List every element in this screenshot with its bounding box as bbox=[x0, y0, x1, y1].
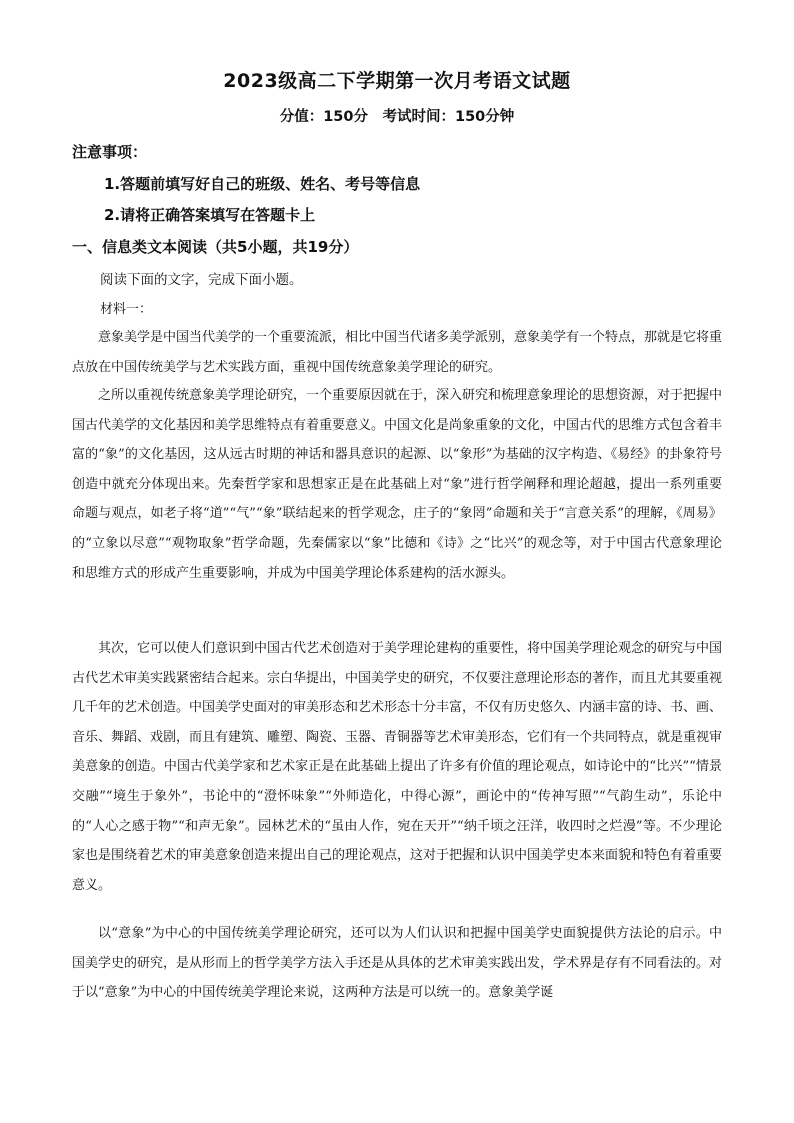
material-label: 材料一： bbox=[100, 302, 153, 317]
notice-item-2: 2.请将正确答案填写在答题卡上 bbox=[104, 206, 316, 224]
notice-heading: 注意事项： bbox=[72, 143, 148, 161]
exam-subtitle: 分值：150分 考试时间：150分钟 bbox=[279, 109, 515, 125]
paragraph-1: 意象美学是中国当代美学的一个重要流派，相比中国当代诸多美学派别，意象美学有一个特点，那就是它将重点放在中国传统美学与艺术实践方面，重视中国传统意象美学理论的研究。 bbox=[72, 330, 723, 375]
exam-title: 2023级高二下学期第一次月考语文试题 bbox=[223, 70, 571, 92]
paragraph-3: 其次，它可以使人们意识到中国古代艺术创造对于美学理论建构的重要性，将中国美学理论观念的研究与中国古代艺术审美实践紧密结合起来。宗白华提出，中国美学史的研究，不仅要注意理论形态的著作，而且尤其要重视几千年的艺术创造。中国美学史面对的审美形态和艺术形态十分丰富，不仅有历史悠久、内涵丰富的诗、书、画、音乐、舞蹈、戏剧，而且有建筑、雕塑、陶瓷、玉器、青铜器等艺术审美形态，它们有一个共同特点，就是重视审美意象的创造。中国古代美学家和艺术家正是在此基础上提出了许多有价值的理论观点，如诗论中的“比兴”“情景交融”“境生于象外”，书论中的“澄怀味象”“外师造化，中得心源”，画论中的“传神写照”“气韵生动”，乐论中的“人心之感于物”“和声无象”。园林艺术的“虽由人作，宛在天开”“纳千顷之汪洋，收四时之烂漫”等。不少理论家也是围绕着艺术的审美意象创造来提出自己的理论观点，这对于把握和认识中国美学史本来面貌和特色有着重要意义。 bbox=[72, 641, 723, 893]
section-heading: 一、信息类文本阅读（共5小题，共19分） bbox=[72, 238, 359, 256]
paragraph-2: 之所以重视传统意象美学理论研究，一个重要原因就在于，深入研究和梳理意象理论的思想资源，对于把握中国古代美学的文化基因和美学思维特点有着重要意义。中国文化是尚象重象的文化，中国古代的思维方式包含着丰富的“象”的文化基因，这从远古时期的神话和器具意识的起源、以“象形”为基础的汉字构造、《易经》的卦象符号创造中就充分体现出来。先秦哲学家和思想家正是在此基础上对“象”进行哲学阐释和理论超越，提出一系列重要命题与观点，如老子将“道”“气”“象”联结起来的哲学观念，庄子的“象罔”命题和关于“言意关系”的理解，《周易》的“立象以尽意”“观物取象”哲学命题，先秦儒家以“象”比德和《诗》之“比兴”的观念等，对于中国古代意象理论和思维方式的形成产生重要影响，并成为中国美学理论体系建构的活水源头。 bbox=[72, 388, 723, 581]
paragraph-4: 以“意象”为中心的中国传统美学理论研究，还可以为人们认识和把握中国美学史面貌提供方法论的启示。中国美学史的研究，是从形而上的哲学美学方法入手还是从具体的艺术审美实践出发，学术界是存有不同看法的。对于以“意象”为中心的中国传统美学理论来说，这两种方法是可以统一的。意象美学诞 bbox=[72, 926, 723, 1001]
reading-instruction: 阅读下面的文字，完成下面小题。 bbox=[100, 272, 303, 288]
notice-item-1: 1.答题前填写好自己的班级、姓名、考号等信息 bbox=[104, 175, 421, 193]
